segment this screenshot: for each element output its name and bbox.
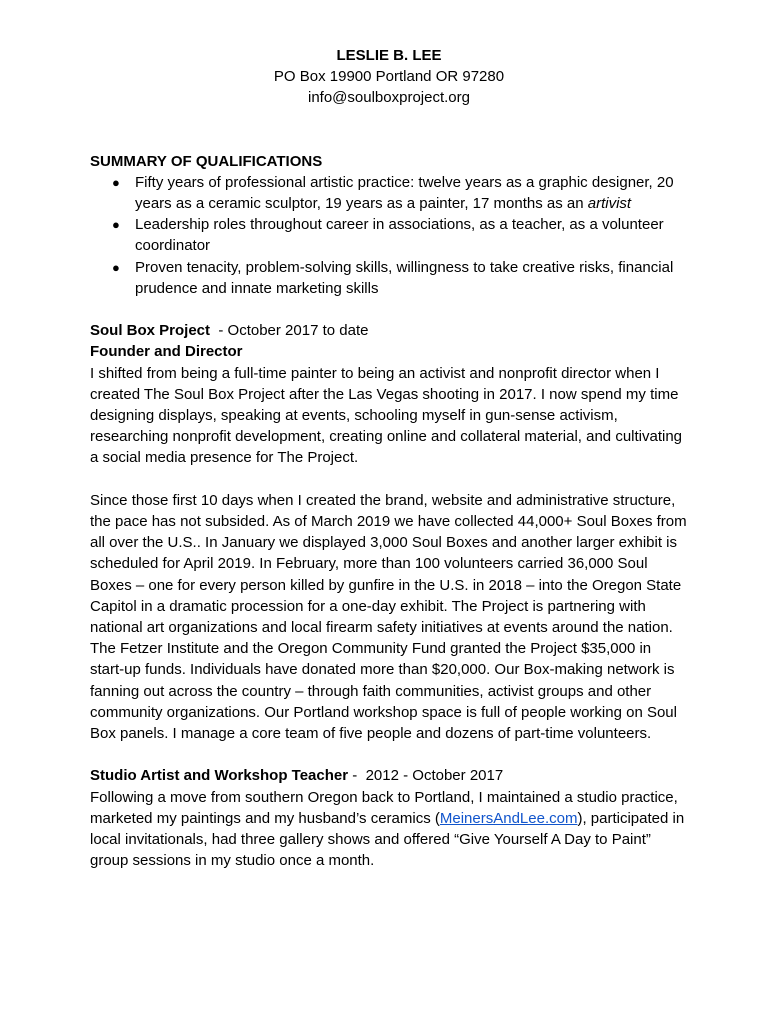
job2-dates: - 2012 - October 2017	[348, 767, 504, 785]
job2-text-before-link: Following a move from southern Oregon back to Portland, I maintained a studio practice, marketed my paintings and my husband’s ceramics (	[90, 788, 678, 827]
qualification-text: Fifty years of professional artistic practice: twelve years as a graphic designer, 20 years as a ceramic sculptor, 19 years as a painter, 17 months as an	[135, 173, 674, 213]
qualification-text: Proven tenacity, problem-solving skills, willingness to take creative risks, financial prudence and innate marketing skills	[135, 258, 674, 297]
bullet-icon: ●	[112, 174, 120, 190]
applicant-name: LESLIE B. LEE	[336, 47, 442, 64]
qualification-emphasis: artivist	[587, 195, 632, 213]
section-gap	[90, 299, 688, 320]
job2-heading-line	[90, 765, 688, 786]
bullet-icon: ●	[112, 217, 120, 233]
job1-heading-line	[90, 320, 688, 341]
section-gap	[90, 744, 688, 765]
list-item	[90, 214, 688, 256]
bullet-icon: ●	[112, 259, 120, 275]
job2-paragraph	[90, 787, 688, 872]
mailing-address: PO Box 19900 Portland OR 97280	[273, 68, 505, 86]
list-item	[90, 172, 688, 214]
job1-paragraph-2: Since those first 10 days when I created the brand, website and administrative structure, the pace has not subsided. As of March 2019 we have collected 44,000+ Soul Boxes from all over the U.S.. In January we displayed 3,000 Soul Boxes and another larger exhibit is scheduled for April 2019. In February, more than 100 volunteers carried 36,000 Soul Boxes – one for every person killed by gunfire in the U.S. in 2018 – into the Oregon State Capitol in a dramatic procession for a one-day exhibit. The Project is partnering with national art organizations and local firearm safety initiatives at events around the nation. The Fetzer Institute and the Oregon Community Fund granted the Project $35,000 in start-up funds. Individuals have donated more than $20,000. Our Box-making network is fanning out across the country – through faith communities, activist groups and other community organizations. Our Portland workshop space is full of people working on Soul Box panels. I manage a core team of five people and dozens of part-time volunteers.	[90, 491, 687, 743]
job1-organization: Soul Box Project	[90, 322, 211, 340]
qualifications-list	[90, 172, 688, 299]
job1-dates: - October 2017 to date	[210, 322, 369, 340]
resume-header	[90, 45, 688, 109]
header-spacer	[90, 109, 688, 151]
job1-paragraph-1: I shifted from being a full-time painter to being an activist and nonprofit director when I created The Soul Box Project after the Las Vegas shooting in 2017. I now spend my time designing displays, speaking at events, schooling myself in gun-sense activism, researching nonprofit development, creating online and collateral material, and cultivating a social media presence for The Project.	[90, 364, 683, 467]
qualification-text: Leadership roles throughout career in associations, as a teacher, as a volunteer coordinator	[135, 216, 664, 255]
website-link[interactable]: MeinersAndLee.com	[439, 809, 578, 827]
job2-text-after-link: ), participated in local invitationals, had three gallery shows and offered “Give Yourself A Day to Paint” group sessions in my studio once a month.	[90, 809, 685, 870]
job2-title: Studio Artist and Workshop Teacher	[90, 767, 349, 785]
email-address: info@soulboxproject.org	[308, 89, 470, 107]
resume-page	[90, 45, 688, 871]
job1-role: Founder and Director	[90, 343, 243, 361]
paragraph-gap	[90, 469, 688, 490]
summary-heading: SUMMARY OF QUALIFICATIONS	[90, 152, 323, 170]
list-item	[90, 257, 688, 299]
